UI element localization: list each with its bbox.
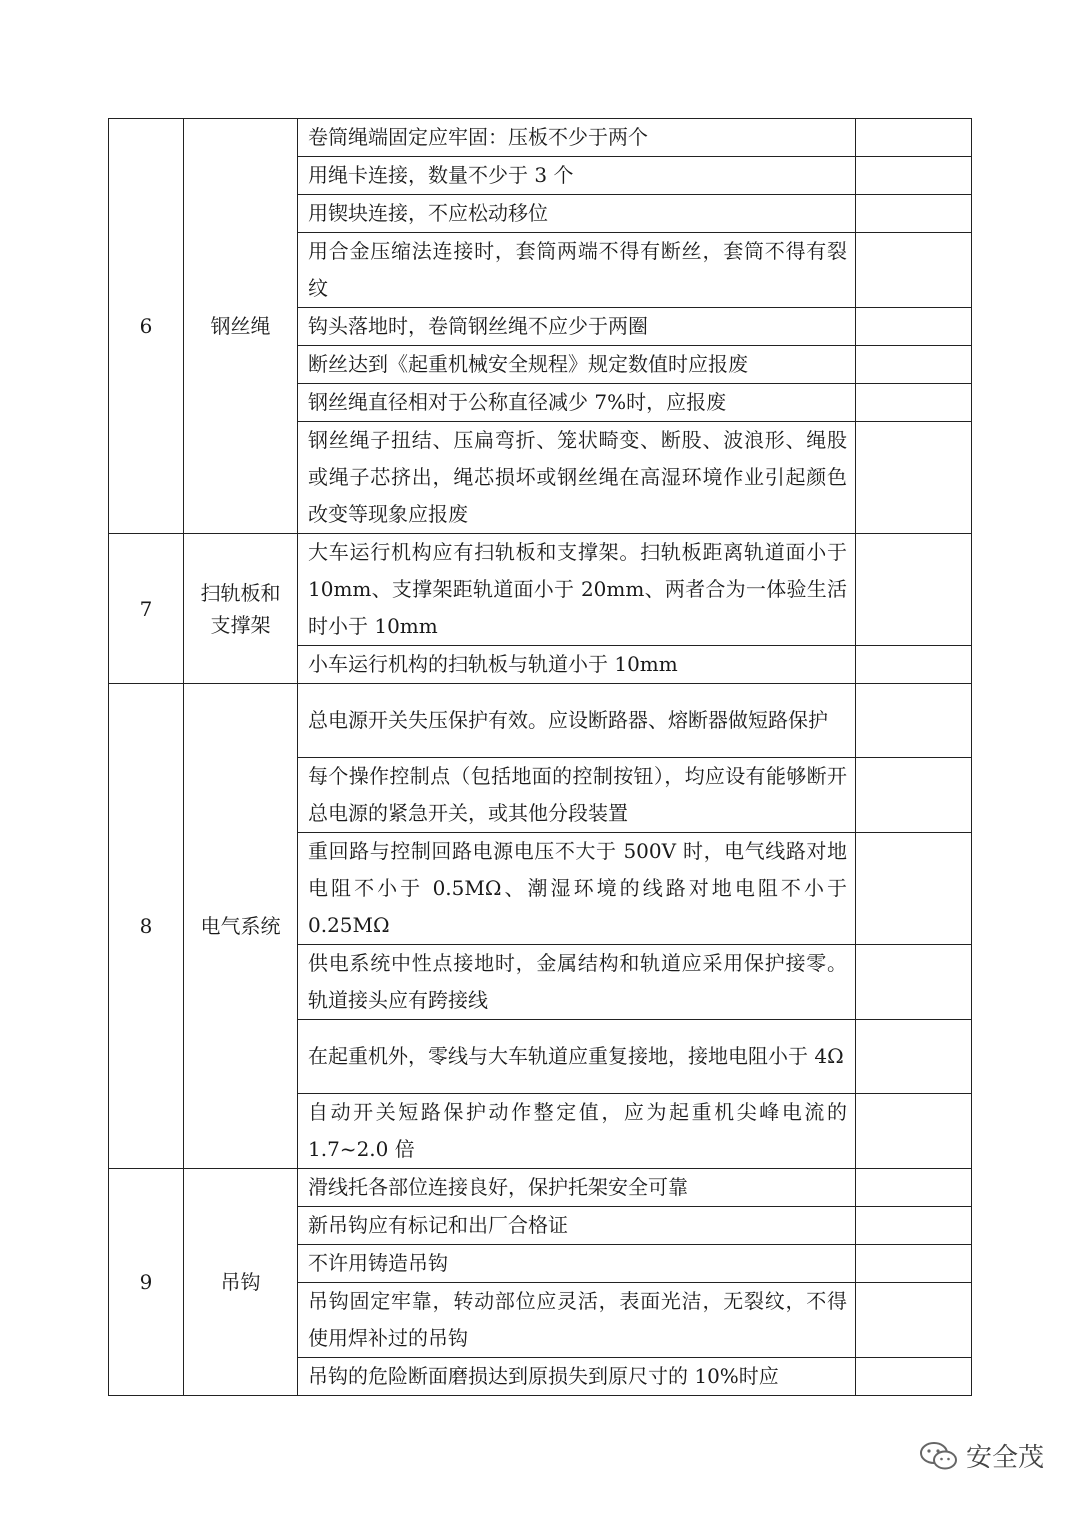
requirement-text: 总电源开关失压保护有效。应设断路器、熔断器做短路保护 bbox=[298, 684, 856, 758]
check-result-cell[interactable] bbox=[856, 384, 972, 422]
inspection-table bbox=[108, 118, 972, 1396]
check-result-cell[interactable] bbox=[856, 195, 972, 233]
table-body bbox=[109, 119, 972, 1396]
requirement-text: 用合金压缩法连接时，套筒两端不得有断丝，套筒不得有裂纹 bbox=[298, 233, 856, 308]
requirement-text: 在起重机外，零线与大车轨道应重复接地，接地电阻小于 4Ω bbox=[298, 1020, 856, 1094]
item-number: 7 bbox=[109, 534, 184, 684]
requirement-text: 钢丝绳直径相对于公称直径减少 7%时，应报废 bbox=[298, 384, 856, 422]
check-result-cell[interactable] bbox=[856, 758, 972, 833]
requirement-text: 钢丝绳子扭结、压扁弯折、笼状畸变、断股、波浪形、绳股或绳子芯挤出，绳芯损坏或钢丝绳在高湿环境作业引起颜色改变等现象应报废 bbox=[298, 422, 856, 534]
requirement-text: 卷筒绳端固定应牢固：压板不少于两个 bbox=[298, 119, 856, 157]
watermark-text: 安全茂 bbox=[966, 1443, 1045, 1473]
check-result-cell[interactable] bbox=[856, 945, 972, 1020]
requirement-text: 用绳卡连接，数量不少于 3 个 bbox=[298, 157, 856, 195]
requirement-text: 钩头落地时，卷筒钢丝绳不应少于两圈 bbox=[298, 308, 856, 346]
requirement-text: 不许用铸造吊钩 bbox=[298, 1245, 856, 1283]
check-result-cell[interactable] bbox=[856, 346, 972, 384]
wechat-icon bbox=[918, 1440, 960, 1472]
requirement-text: 吊钩的危险断面磨损达到原损失到原尺寸的 10%时应 bbox=[298, 1358, 856, 1396]
table-row bbox=[109, 684, 972, 758]
item-name: 电气系统 bbox=[184, 684, 298, 1169]
requirement-text: 用锲块连接，不应松动移位 bbox=[298, 195, 856, 233]
table-row bbox=[109, 1169, 972, 1207]
check-result-cell[interactable] bbox=[856, 233, 972, 308]
requirement-text: 自动开关短路保护动作整定值，应为起重机尖峰电流的 1.7~2.0 倍 bbox=[298, 1094, 856, 1169]
check-result-cell[interactable] bbox=[856, 308, 972, 346]
check-result-cell[interactable] bbox=[856, 422, 972, 534]
check-result-cell[interactable] bbox=[856, 833, 972, 945]
check-result-cell[interactable] bbox=[856, 1245, 972, 1283]
requirement-text: 大车运行机构应有扫轨板和支撑架。扫轨板距离轨道面小于 10mm、支撑架距轨道面小于 20mm、两者合为一体验生活时小于 10mm bbox=[298, 534, 856, 646]
table-row bbox=[109, 534, 972, 646]
requirement-text: 断丝达到《起重机械安全规程》规定数值时应报废 bbox=[298, 346, 856, 384]
check-result-cell[interactable] bbox=[856, 119, 972, 157]
check-result-cell[interactable] bbox=[856, 157, 972, 195]
check-result-cell[interactable] bbox=[856, 1020, 972, 1094]
requirement-text: 重回路与控制回路电源电压不大于 500V 时，电气线路对地电阻不小于 0.5MΩ、潮湿环境的线路对地电阻不小于 0.25MΩ bbox=[298, 833, 856, 945]
item-name: 扫轨板和支撑架 bbox=[184, 534, 298, 684]
item-name: 吊钩 bbox=[184, 1169, 298, 1396]
item-number: 9 bbox=[109, 1169, 184, 1396]
item-name: 钢丝绳 bbox=[184, 119, 298, 534]
requirement-text: 供电系统中性点接地时，金属结构和轨道应采用保护接零。轨道接头应有跨接线 bbox=[298, 945, 856, 1020]
requirement-text: 每个操作控制点（包括地面的控制按钮），均应设有能够断开总电源的紧急开关，或其他分段装置 bbox=[298, 758, 856, 833]
check-result-cell[interactable] bbox=[856, 1207, 972, 1245]
check-result-cell[interactable] bbox=[856, 1283, 972, 1358]
requirement-text: 吊钩固定牢靠，转动部位应灵活，表面光洁，无裂纹，不得使用焊补过的吊钩 bbox=[298, 1283, 856, 1358]
check-result-cell[interactable] bbox=[856, 1169, 972, 1207]
requirement-text: 小车运行机构的扫轨板与轨道小于 10mm bbox=[298, 646, 856, 684]
check-result-cell[interactable] bbox=[856, 1094, 972, 1169]
check-result-cell[interactable] bbox=[856, 684, 972, 758]
requirement-text: 滑线托各部位连接良好，保护托架安全可靠 bbox=[298, 1169, 856, 1207]
check-result-cell[interactable] bbox=[856, 646, 972, 684]
requirement-text: 新吊钩应有标记和出厂合格证 bbox=[298, 1207, 856, 1245]
check-result-cell[interactable] bbox=[856, 1358, 972, 1396]
check-result-cell[interactable] bbox=[856, 534, 972, 646]
item-number: 8 bbox=[109, 684, 184, 1169]
item-number: 6 bbox=[109, 119, 184, 534]
table-row bbox=[109, 119, 972, 157]
watermark bbox=[918, 1437, 1044, 1474]
